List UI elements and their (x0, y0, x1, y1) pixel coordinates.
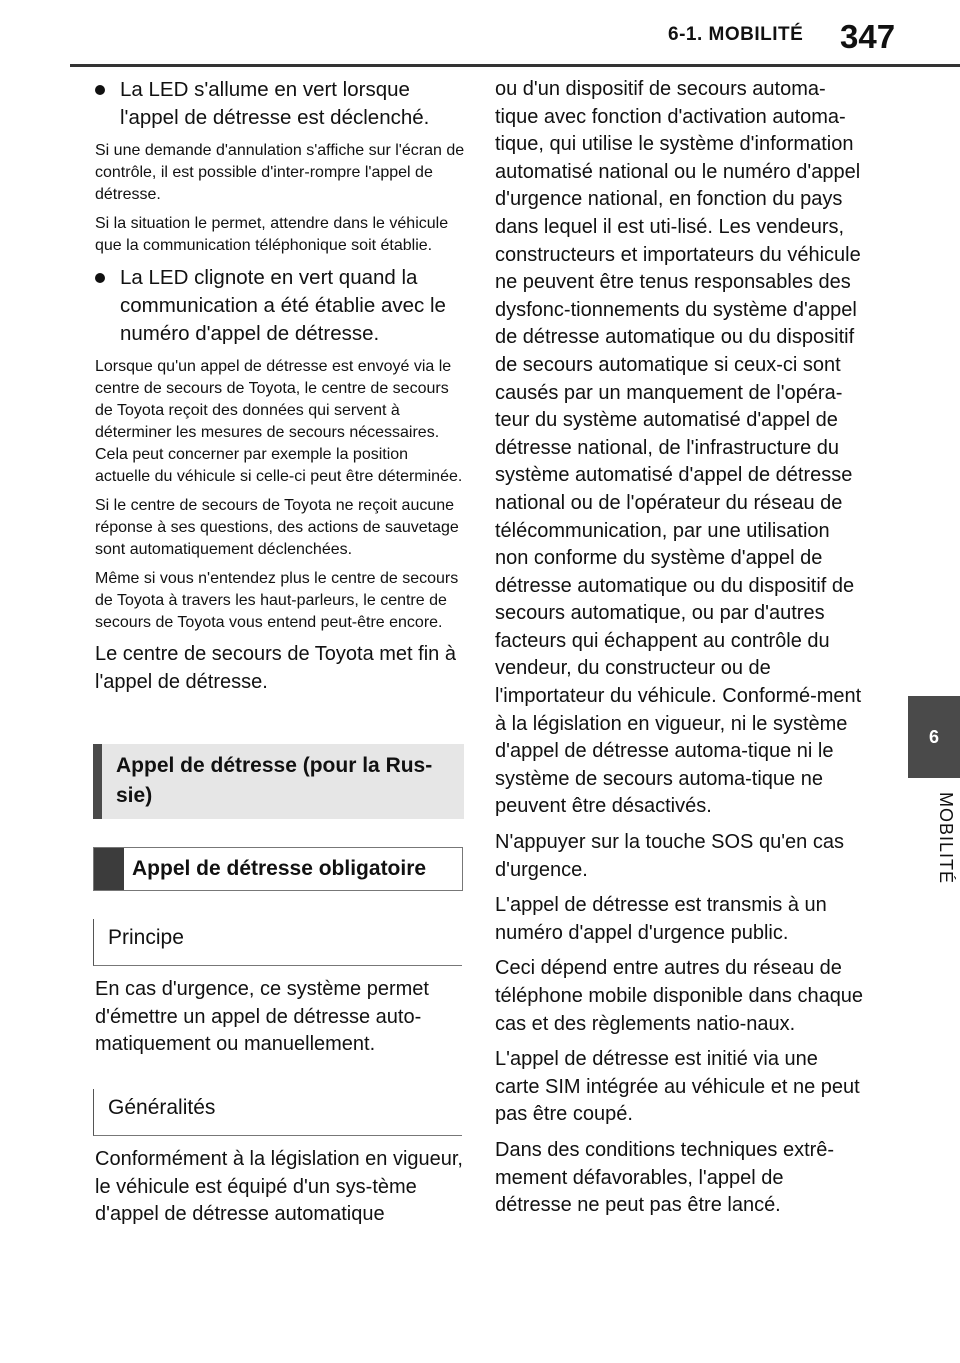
paragraph: En cas d'urgence, ce système permet d'émettre un appel de détresse auto-matiquement ou manuellement. (95, 978, 429, 1056)
section-title: 6-1. MOBILITÉ (668, 24, 804, 45)
page-number: 347 (840, 18, 896, 55)
paragraph: Si une demande d'annulation s'affiche sur l'écran de contrôle, il est possible d'inter-rompre l'appel de détresse. (95, 142, 465, 203)
paragraph: Ceci dépend entre autres du réseau de téléphone mobile disponible dans chaque cas et des règlements natio-naux. (495, 957, 864, 1035)
left-column (95, 76, 465, 1237)
right-column (495, 76, 865, 1228)
heading-marker (94, 848, 124, 890)
paragraph: L'appel de détresse est transmis à un numéro d'appel d'urgence public. (495, 894, 827, 944)
section-heading-russia: Appel de détresse (pour la Rus-sie) (93, 744, 464, 819)
paragraph: Lorsque qu'un appel de détresse est envoyé via le centre de secours de Toyota, le centre de secours de Toyota reçoit des données qui servent à déterminer les mesures de secours nécessaires. Cela peut concerner par exemple la position actuelle du véhicule si celle-ci peut être déterminée. (95, 358, 463, 485)
paragraph: Dans des conditions techniques extrê-mement défavorables, l'appel de détresse ne peut pas être lancé. (495, 1138, 835, 1217)
chapter-label: MOBILITÉ (936, 792, 956, 885)
paragraph: L'appel de détresse est initié via une carte SIM intégrée au véhicule et ne peut pas être coupé. (495, 1048, 860, 1126)
header-divider (70, 64, 960, 67)
heading-principe: Principe (93, 919, 462, 966)
subsection-heading-obligatoire (93, 847, 463, 891)
paragraph: Même si vous n'entendez plus le centre de secours de Toyota à travers les haut-parleurs, le centre de secours de Toyota vous entend peut-être encore. (95, 570, 459, 631)
paragraph: Conformément à la législation en vigueur, le véhicule est équipé d'un sys-tème d'appel de détresse automatique (95, 1147, 463, 1226)
bullet-icon (95, 85, 105, 95)
paragraph: Si la situation le permet, attendre dans le véhicule que la communication téléphonique soit établie. (95, 215, 449, 254)
bullet-item (95, 76, 465, 132)
bullet-icon (95, 273, 105, 283)
paragraph: Le centre de secours de Toyota met fin à l'appel de détresse. (95, 643, 456, 693)
paragraph: ou d'un dispositif de secours automa-tique avec fonction d'activation automa-tique, qui utilise le système d'information automatisé national ou le numéro d'appel d'urgence national, en fonction du pays dans lequel il est uti-lisé. Les vendeurs, constructeurs et importateurs du véhicule ne peuvent être tenus responsables des dysfonc-tionnements du système d'appel de détresse automatique ou du dispositif de secours automatique si ceux-ci sont causés par un manquement de l'opéra-teur du système automatisé d'appel de détresse national, de l'infrastructure du système automatisé d'appel de détresse national ou de l'opérateur du réseau de télécommunication, par une utilisation non conforme du système d'appel de détresse automatique ou du dispositif de secours automatique, ou par d'autres facteurs qui échappent au contrôle du vendeur, du constructeur ou de l'importateur du véhicule. Conformé-ment à la législation en vigueur, ni le système d'appel de détresse automa-tique ni le système de secours automa-tique ne peuvent être désactivés. (495, 78, 862, 818)
chapter-tab[interactable]: 6 (908, 696, 960, 778)
paragraph: N'appuyer sur la touche SOS qu'en cas d'urgence. (495, 831, 844, 881)
heading-text: Appel de détresse obligatoire (132, 857, 427, 881)
bullet-text: La LED clignote en vert quand la communication a été établie avec le numéro d'appel de détresse. (120, 266, 446, 345)
bullet-item (95, 264, 465, 348)
paragraph: Si le centre de secours de Toyota ne reçoit aucune réponse à ses questions, des actions de sauvetage sont automatiquement déclenchées. (95, 497, 459, 558)
bullet-text: La LED s'allume en vert lorsque l'appel de détresse est déclenché. (120, 78, 430, 129)
heading-generalites: Généralités (93, 1089, 462, 1136)
